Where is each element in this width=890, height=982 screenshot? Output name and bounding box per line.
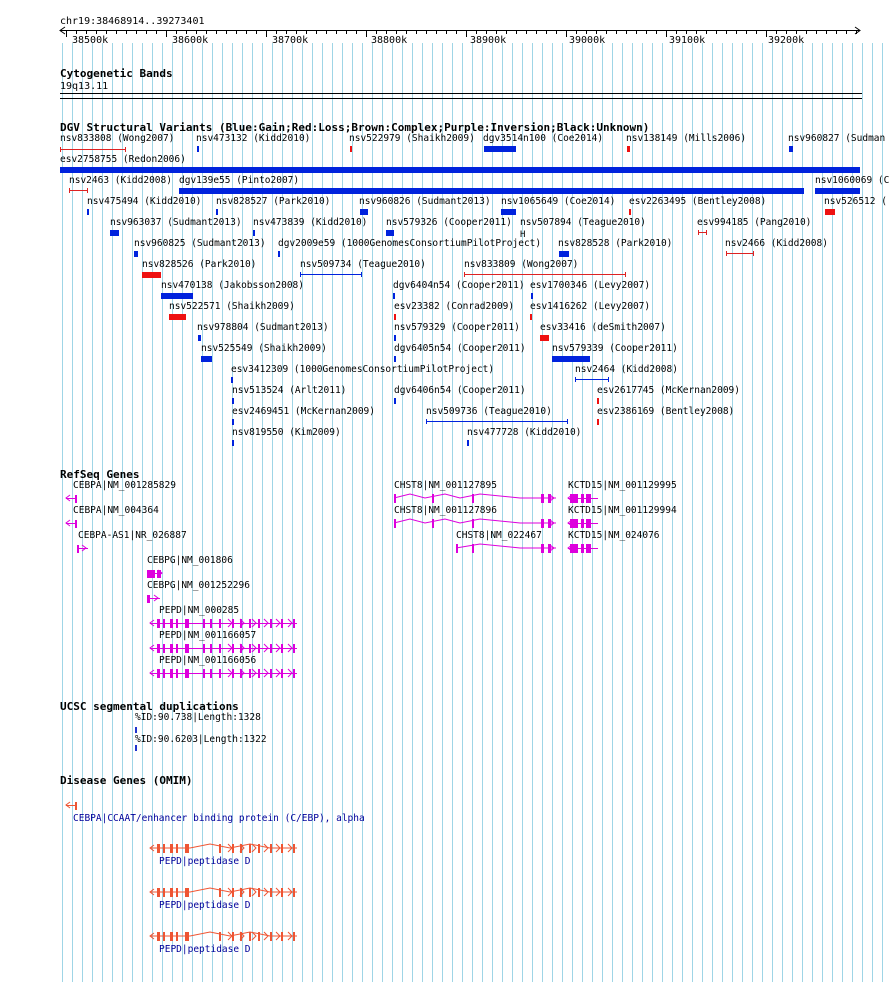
refseq-gene-label[interactable]: CHST8|NM_001127896 xyxy=(394,505,497,516)
gene-exon xyxy=(586,544,591,553)
gene-exon xyxy=(270,844,272,853)
track-title-segdup[interactable]: UCSC segmental duplications xyxy=(60,700,239,713)
dgv-variant-label[interactable]: nsv819550 (Kim2009) xyxy=(232,427,341,438)
cytoband-border xyxy=(60,98,862,99)
gene-exon xyxy=(203,669,205,678)
segdup-label[interactable]: %ID:90.738|Length:1328 xyxy=(135,712,261,723)
dgv-variant xyxy=(350,146,352,152)
strand-arrow xyxy=(264,844,268,852)
gene-exon xyxy=(157,644,160,653)
dgv-variant-label[interactable]: esv2469451 (McKernan2009) xyxy=(232,406,375,417)
dgv-variant-label[interactable]: nsv477728 (Kidd2010) xyxy=(467,427,582,438)
gene-intron xyxy=(394,494,556,498)
gene-exon xyxy=(249,669,251,678)
dgv-variant xyxy=(253,230,255,236)
gene-exon xyxy=(432,519,434,528)
gene-exon xyxy=(170,669,173,678)
gene-exon xyxy=(219,669,221,678)
gene-exon xyxy=(219,644,221,653)
refseq-gene-label[interactable]: CEBPG|NM_001252296 xyxy=(147,580,250,591)
segdup-label[interactable]: %ID:90.6203|Length:1322 xyxy=(135,734,267,745)
dgv-variant xyxy=(360,209,368,215)
dgv-variant xyxy=(467,440,469,446)
gene-exon xyxy=(586,519,591,528)
ruler-tick-label: 38800k xyxy=(371,35,408,46)
gene-exon xyxy=(75,802,77,810)
dgv-variant-label[interactable]: nsv2464 (Kidd2008) xyxy=(575,364,678,375)
gene-exon xyxy=(170,644,173,653)
dgv-variant-label[interactable]: nsv960827 (Sudman xyxy=(788,133,886,144)
dgv-variant-label[interactable]: esv3412309 (1000GenomesConsortiumPilotProject) xyxy=(231,364,495,375)
dgv-variant-label[interactable]: nsv1060069 (C xyxy=(815,175,890,186)
gene-exon xyxy=(281,888,283,897)
ruler-tick-label: 39200k xyxy=(768,35,805,46)
dgv-variant xyxy=(278,251,280,257)
dgv-variant-label[interactable]: esv2758755 (Redon2006) xyxy=(60,154,186,165)
dgv-variant-label[interactable]: nsv473839 (Kidd2010) xyxy=(253,217,368,228)
gene-exon xyxy=(472,494,474,503)
dgv-variant-label[interactable]: dgv3514n100 (Coe2014) xyxy=(483,133,604,144)
dgv-variant xyxy=(394,356,396,362)
gene-exon xyxy=(258,669,260,678)
gene-exon xyxy=(249,844,251,853)
gene-exon xyxy=(270,888,272,897)
gene-exon xyxy=(249,644,251,653)
gene-exon xyxy=(219,844,221,853)
dgv-variant xyxy=(627,146,630,152)
dgv-variant xyxy=(552,356,590,362)
dgv-variant-label[interactable]: dgv6405n54 (Cooper2011) xyxy=(394,343,526,354)
gene-exon xyxy=(232,619,234,628)
dgv-variant xyxy=(231,377,233,383)
gene-exon xyxy=(270,644,272,653)
gene-exon xyxy=(270,932,272,941)
gene-exon xyxy=(185,619,189,628)
dgv-variant-label[interactable]: nsv509734 (Teague2010) xyxy=(300,259,426,270)
dgv-variant xyxy=(201,356,212,362)
dgv-variant-label[interactable]: nsv579339 (Cooper2011) xyxy=(552,343,678,354)
dgv-variant-label[interactable]: nsv963037 (Sudmant2013) xyxy=(110,217,242,228)
refseq-gene-label[interactable]: KCTD15|NM_001129995 xyxy=(568,480,677,491)
gene-exon xyxy=(176,932,178,941)
dgv-variant-label[interactable]: nsv526512 ( xyxy=(824,196,887,207)
gene-exon xyxy=(258,644,260,653)
gene-exon xyxy=(176,619,178,628)
gene-exon xyxy=(176,669,178,678)
gene-exon xyxy=(157,932,160,941)
dgv-variant xyxy=(629,209,631,215)
gene-exon xyxy=(147,595,150,603)
dgv-variant xyxy=(386,230,394,236)
gene-exon xyxy=(570,544,578,553)
dgv-variant-label[interactable]: nsv828527 (Park2010) xyxy=(216,196,331,207)
dgv-variant xyxy=(501,209,516,215)
dgv-variant-label[interactable]: nsv833809 (Wong2007) xyxy=(464,259,579,270)
gene-exon xyxy=(210,669,212,678)
refseq-gene-label[interactable]: PEPD|NM_001166056 xyxy=(159,655,257,666)
dgv-variant xyxy=(179,188,804,194)
dgv-variant-label[interactable]: esv2263495 (Bentley2008) xyxy=(629,196,767,207)
gene-exon xyxy=(270,669,272,678)
gene-exon xyxy=(210,619,212,628)
gene-exon xyxy=(432,494,434,503)
gene-exon xyxy=(394,494,396,503)
gene-exon xyxy=(293,932,295,941)
dgv-variant-label[interactable]: nsv2466 (Kidd2008) xyxy=(725,238,828,249)
dgv-variant xyxy=(134,251,138,257)
dgv-marker: H xyxy=(520,230,526,240)
dgv-variant-label[interactable]: nsv509736 (Teague2010) xyxy=(426,406,552,417)
gene-intron xyxy=(394,519,556,523)
gene-exon xyxy=(157,619,160,628)
dgv-variant xyxy=(393,293,395,299)
dgv-variant-label[interactable]: nsv960825 (Sudmant2013) xyxy=(134,238,266,249)
gene-exon xyxy=(185,844,189,853)
dgv-variant-label[interactable]: esv1416262 (Levy2007) xyxy=(530,301,651,312)
dgv-variant xyxy=(232,398,234,404)
dgv-variant-label[interactable]: nsv828526 (Park2010) xyxy=(142,259,257,270)
dgv-variant xyxy=(825,209,835,215)
dgv-variant-label[interactable]: nsv475494 (Kidd2010) xyxy=(87,196,202,207)
gene-exon xyxy=(281,619,283,628)
refseq-gene-label[interactable]: CEBPG|NM_001806 xyxy=(147,555,233,566)
omim-gene-label[interactable]: CEBPA|CCAAT/enhancer binding protein (C/EBP), alpha xyxy=(73,813,365,824)
dgv-variant xyxy=(394,335,396,341)
strand-arrow xyxy=(264,888,268,896)
ruler-tick-label: 39000k xyxy=(569,35,606,46)
dgv-variant xyxy=(110,230,119,236)
gene-exon xyxy=(232,932,234,941)
gene-exon xyxy=(581,544,584,553)
gene-exon xyxy=(219,888,221,897)
dgv-variant-label[interactable]: nsv833808 (Wong2007) xyxy=(60,133,175,144)
gene-exon xyxy=(249,619,251,628)
gene-exon xyxy=(586,494,591,503)
gene-exon xyxy=(185,888,189,897)
gene-exon xyxy=(281,932,283,941)
gene-exon xyxy=(77,545,79,553)
gene-exon xyxy=(232,888,234,897)
gene-exon xyxy=(258,844,260,853)
dgv-variant xyxy=(815,188,860,194)
gene-exon xyxy=(170,844,173,853)
gene-exon xyxy=(170,619,173,628)
dgv-variant xyxy=(597,398,599,404)
dgv-variant xyxy=(198,335,201,341)
ruler-tick-label: 38500k xyxy=(72,35,109,46)
dgv-variant xyxy=(531,293,533,299)
gene-exon xyxy=(163,644,165,653)
gene-exon xyxy=(170,888,173,897)
gene-exon xyxy=(157,844,160,853)
gene-exon xyxy=(270,619,272,628)
gene-exon xyxy=(232,844,234,853)
gene-exon xyxy=(210,644,212,653)
gene-exon xyxy=(157,888,160,897)
dgv-variant xyxy=(87,209,89,215)
dgv-variant-label[interactable]: nsv507894 (Teague2010) xyxy=(520,217,646,228)
dgv-variant-label[interactable]: nsv579326 (Cooper2011) xyxy=(386,217,512,228)
dgv-variant xyxy=(789,146,793,152)
dgv-variant-label[interactable]: dgv6404n54 (Cooper2011) xyxy=(393,280,525,291)
gene-exon xyxy=(541,494,544,503)
dgv-variant xyxy=(197,146,199,152)
dgv-variant-label[interactable]: esv994185 (Pang2010) xyxy=(697,217,812,228)
dgv-variant-label[interactable]: nsv522571 (Shaikh2009) xyxy=(169,301,295,312)
gene-exon xyxy=(163,619,165,628)
dgv-variant xyxy=(484,146,516,152)
dgv-variant xyxy=(161,293,193,299)
cytoband-border xyxy=(60,93,862,94)
gene-exon xyxy=(293,669,295,678)
gene-exon xyxy=(570,494,578,503)
gene-exon xyxy=(281,844,283,853)
gene-exon xyxy=(157,669,160,678)
gene-exon xyxy=(176,888,178,897)
refseq-gene-label[interactable]: CHST8|NM_001127895 xyxy=(394,480,497,491)
dgv-variant xyxy=(394,314,396,320)
gene-exon xyxy=(203,644,205,653)
gene-exon xyxy=(293,644,295,653)
gene-exon xyxy=(163,888,165,897)
ruler-tick-label: 38700k xyxy=(272,35,309,46)
gene-exon xyxy=(581,494,584,503)
gene-exon xyxy=(185,669,189,678)
gene-exon xyxy=(170,932,173,941)
dgv-variant-label[interactable]: nsv513524 (Arlt2011) xyxy=(232,385,347,396)
dgv-variant xyxy=(232,440,234,446)
dgv-variant xyxy=(142,272,161,278)
gene-exon xyxy=(456,544,458,553)
gene-exon xyxy=(75,520,77,528)
gene-exon xyxy=(219,619,221,628)
dgv-variant-label[interactable]: esv2386169 (Bentley2008) xyxy=(597,406,735,417)
gene-exon xyxy=(75,495,77,503)
track-title-refseq[interactable]: RefSeq Genes xyxy=(60,468,140,481)
refseq-gene-label[interactable]: CEBPA-AS1|NR_026887 xyxy=(78,530,187,541)
ruler-tick-label: 38600k xyxy=(172,35,209,46)
gene-exon xyxy=(203,619,205,628)
strand-arrow xyxy=(264,932,268,940)
gene-exon xyxy=(163,844,165,853)
gene-exon xyxy=(258,932,260,941)
ruler-tick-label: 39100k xyxy=(669,35,706,46)
cytoband-label[interactable]: 19q13.11 xyxy=(60,81,109,92)
ruler-tick-label: 38900k xyxy=(470,35,507,46)
gene-exon xyxy=(249,932,251,941)
dgv-variant-label[interactable]: nsv473132 (Kidd2010) xyxy=(196,133,311,144)
dgv-variant-label[interactable]: nsv960826 (Sudmant2013) xyxy=(359,196,491,207)
gene-exon xyxy=(219,932,221,941)
ruler-position: chr19:38468914..39273401 xyxy=(60,16,205,27)
dgv-variant-label[interactable]: nsv470138 (Jakobsson2008) xyxy=(161,280,304,291)
track-title-omim[interactable]: Disease Genes (OMIM) xyxy=(60,774,193,787)
gene-exon xyxy=(258,888,260,897)
gene-exon xyxy=(293,888,295,897)
gene-exon xyxy=(394,519,396,528)
dgv-variant xyxy=(559,251,569,257)
gene-exon xyxy=(293,844,295,853)
gene-exon xyxy=(541,544,544,553)
dgv-variant xyxy=(216,209,218,215)
dgv-variant xyxy=(169,314,186,320)
gene-exon xyxy=(147,570,155,578)
omim-gene-label[interactable]: PEPD|peptidase D xyxy=(159,856,251,867)
track-title-dgv[interactable]: DGV Structural Variants (Blue:Gain;Red:Loss;Brown:Complex;Purple:Inversion;Black:Unknown) xyxy=(60,121,650,134)
gene-exon xyxy=(472,544,474,553)
dgv-variant xyxy=(597,419,599,425)
dgv-variant-label[interactable]: esv2617745 (McKernan2009) xyxy=(597,385,740,396)
dgv-variant-label[interactable]: nsv525549 (Shaikh2009) xyxy=(201,343,327,354)
refseq-gene-label[interactable]: KCTD15|NM_001129994 xyxy=(568,505,677,516)
dgv-variant-label[interactable]: nsv579329 (Cooper2011) xyxy=(394,322,520,333)
gene-exon xyxy=(570,519,578,528)
refseq-gene-label[interactable]: CEBPA|NM_004364 xyxy=(73,505,159,516)
gene-exon xyxy=(176,644,178,653)
gene-exon xyxy=(249,888,251,897)
gene-exon xyxy=(472,519,474,528)
gene-exon xyxy=(293,619,295,628)
gene-exon xyxy=(541,519,544,528)
refseq-gene-label[interactable]: PEPD|NM_001166057 xyxy=(159,630,257,641)
dgv-variant xyxy=(394,398,396,404)
gene-exon xyxy=(581,519,584,528)
segdup-block xyxy=(135,727,137,733)
dgv-variant-label[interactable]: nsv978804 (Sudmant2013) xyxy=(197,322,329,333)
gene-exon xyxy=(176,844,178,853)
gene-exon xyxy=(281,669,283,678)
dgv-variant-label[interactable]: nsv138149 (Mills2006) xyxy=(626,133,747,144)
dgv-variant xyxy=(530,314,532,320)
dgv-variant xyxy=(232,419,234,425)
refseq-gene-label[interactable]: CEBPA|NM_001285829 xyxy=(73,480,176,491)
dgv-variant xyxy=(540,335,549,341)
dgv-variant-label[interactable]: nsv1065649 (Coe2014) xyxy=(501,196,616,207)
segdup-block xyxy=(135,745,137,751)
refseq-gene-label[interactable]: PEPD|NM_000285 xyxy=(159,605,240,616)
dgv-variant xyxy=(60,167,860,173)
dgv-variant-label[interactable]: nsv828528 (Park2010) xyxy=(558,238,673,249)
refseq-gene-label[interactable]: KCTD15|NM_024076 xyxy=(568,530,660,541)
omim-gene-label[interactable]: PEPD|peptidase D xyxy=(159,900,251,911)
gene-exon xyxy=(281,644,283,653)
dgv-variant-label[interactable]: dgv139e55 (Pinto2007) xyxy=(179,175,300,186)
dgv-variant-label[interactable]: esv23382 (Conrad2009) xyxy=(394,301,515,312)
omim-gene-label[interactable]: PEPD|peptidase D xyxy=(159,944,251,955)
dgv-variant-label[interactable]: esv1700346 (Levy2007) xyxy=(530,280,651,291)
gene-exon xyxy=(232,669,234,678)
dgv-variant-label[interactable]: nsv522979 (Shaikh2009) xyxy=(349,133,475,144)
track-title-cytobands[interactable]: Cytogenetic Bands xyxy=(60,67,173,80)
dgv-variant-label[interactable]: esv33416 (deSmith2007) xyxy=(540,322,666,333)
refseq-gene-label[interactable]: CHST8|NM_022467 xyxy=(456,530,542,541)
gene-exon xyxy=(185,932,189,941)
dgv-variant-label[interactable]: dgv6406n54 (Cooper2011) xyxy=(394,385,526,396)
gene-exon xyxy=(163,932,165,941)
gene-exon xyxy=(163,669,165,678)
gene-exon xyxy=(232,644,234,653)
dgv-variant-label[interactable]: dgv2009e59 (1000GenomesConsortiumPilotProject) xyxy=(278,238,542,249)
dgv-variant-label[interactable]: nsv2463 (Kidd2008) xyxy=(69,175,172,186)
gene-exon xyxy=(258,619,260,628)
gene-exon xyxy=(185,644,189,653)
